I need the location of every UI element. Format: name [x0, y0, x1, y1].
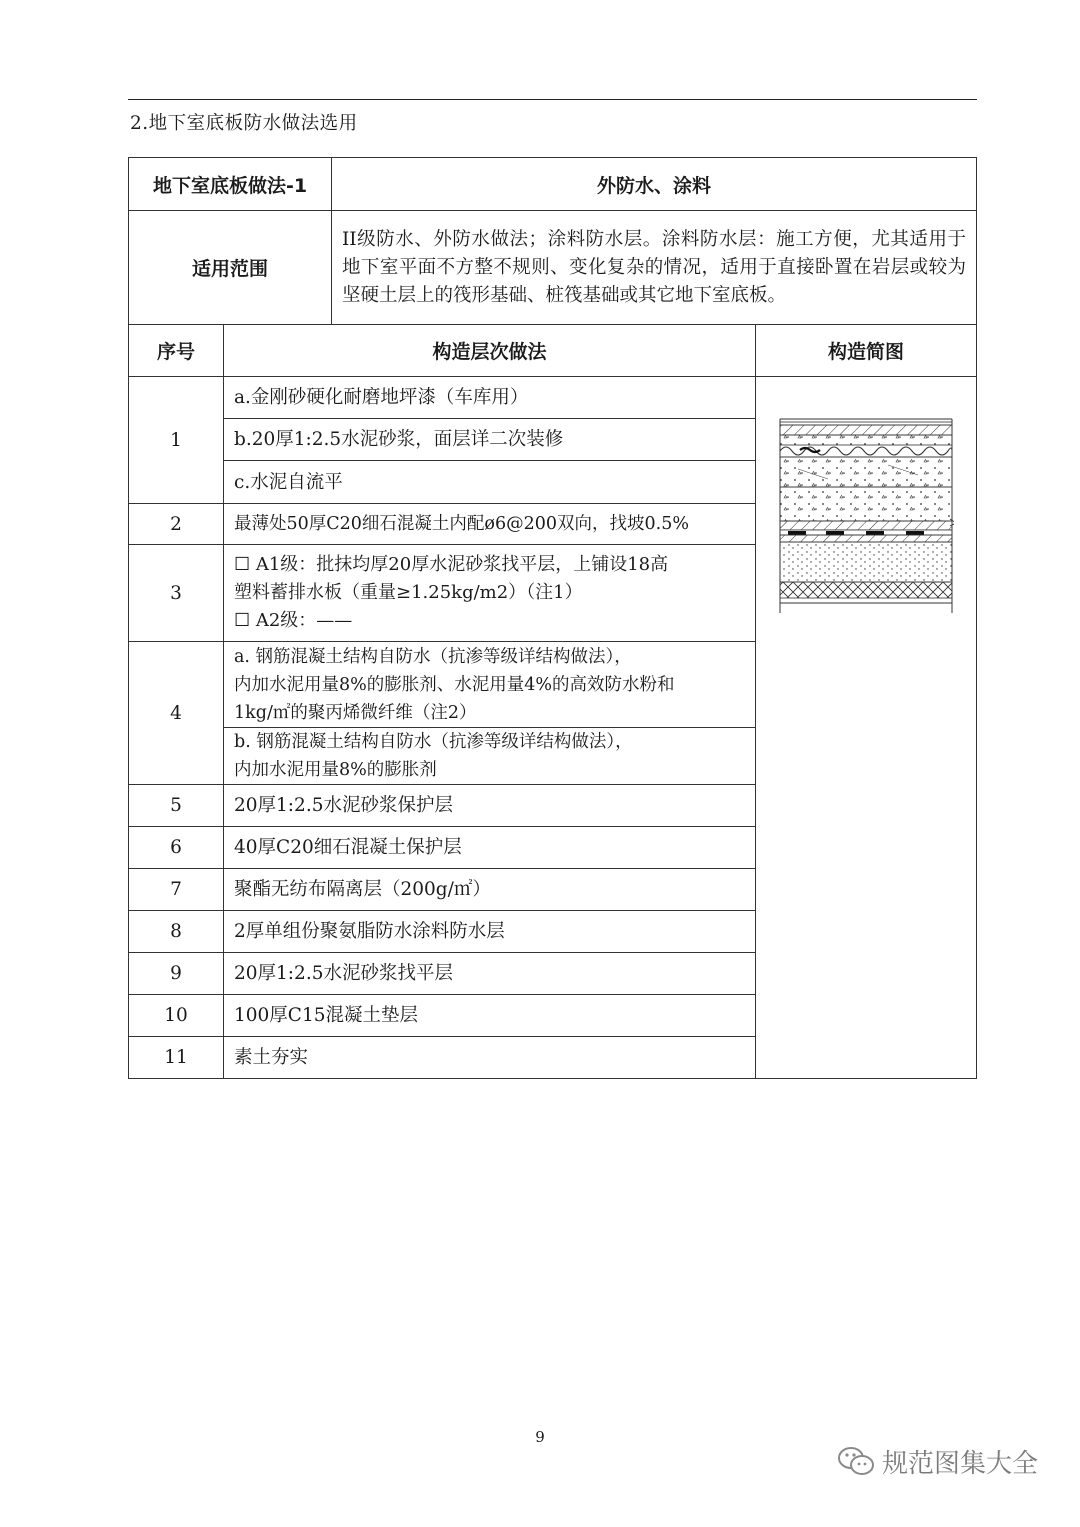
layer-section-diagram: [778, 417, 954, 617]
method-line: ☐ A2级：——: [234, 610, 353, 631]
watermark-text: 规范图集大全: [882, 1448, 1039, 1479]
method-line: 塑料蓄排水板（重量≥1.25kg/m2）（注1）: [234, 582, 583, 603]
scope-text: II级防水、外防水做法；涂料防水层。涂料防水层：施工方便，尤其适用于地下室平面不方整不规则、变化复杂的情况，适用于直接卧置在岩层或较为坚硬土层上的筏形基础、桩筏基础或其它地下室底板。: [342, 228, 966, 306]
row-number: 9: [128, 952, 224, 995]
method-item: 最薄处50厚C20细石混凝土内配ø6@200双向，找坡0.5%: [223, 503, 756, 545]
row-number: 10: [128, 994, 224, 1037]
method-line: 内加水泥用量8%的膨胀剂、水泥用量4%的高效防水粉和: [234, 674, 675, 695]
row-number: 1: [128, 376, 224, 504]
wechat-icon: [836, 1445, 876, 1477]
row-number: 4: [128, 641, 224, 785]
method-line: b. 钢筋混凝土结构自防水（抗渗等级详结构做法），: [234, 732, 633, 752]
section-heading: 2.地下室底板防水做法选用: [130, 113, 358, 134]
method-item: 素土夯实: [223, 1036, 756, 1079]
row-number: 2: [128, 503, 224, 545]
method-item: 20厚1:2.5水泥砂浆找平层: [223, 952, 756, 995]
method-item: 100厚C15混凝土垫层: [223, 994, 756, 1037]
method-item: 2厚单组份聚氨脂防水涂料防水层: [223, 910, 756, 953]
scope-label: 适用范围: [128, 210, 332, 325]
method-line: 内加水泥用量8%的膨胀剂: [234, 760, 437, 780]
method-item: [223, 727, 756, 785]
row-number: 5: [128, 784, 224, 827]
row-number: 3: [128, 544, 224, 642]
row-number: 11: [128, 1036, 224, 1079]
construction-table: [128, 157, 977, 1079]
method-line: ☐ A1级：批抹均厚20厚水泥砂浆找平层，上铺设18高: [234, 554, 669, 575]
col-header-diagram: 构造简图: [755, 324, 977, 377]
method-line: 1kg/㎡的聚丙烯微纤维（注2）: [234, 702, 477, 723]
method-item: b.20厚1:2.5水泥砂浆，面层详二次装修: [223, 418, 756, 461]
row-number: 8: [128, 910, 224, 953]
method-line: a. 钢筋混凝土结构自防水（抗渗等级详结构做法），: [234, 646, 632, 667]
page-number: 9: [535, 1428, 545, 1446]
method-item: [223, 544, 756, 642]
method-item: c.水泥自流平: [223, 460, 756, 504]
row-number: 6: [128, 826, 224, 869]
method-item: a.金刚砂硬化耐磨地坪漆（车库用）: [223, 376, 756, 419]
watermark: [836, 1436, 1038, 1486]
method-item: 40厚C20细石混凝土保护层: [223, 826, 756, 869]
row-number: 7: [128, 868, 224, 911]
col-header-method: 构造层次做法: [223, 324, 756, 377]
method-item: [223, 641, 756, 728]
top-rule: [128, 99, 977, 100]
method-label: 地下室底板做法-1: [128, 157, 332, 211]
col-header-no: 序号: [128, 324, 224, 377]
method-value: 外防水、涂料: [331, 157, 977, 211]
construction-diagram-cell: [755, 376, 977, 1079]
method-item: 20厚1:2.5水泥砂浆保护层: [223, 784, 756, 827]
method-item: 聚酯无纺布隔离层（200g/㎡）: [223, 868, 756, 911]
scope-cell: [331, 210, 977, 325]
